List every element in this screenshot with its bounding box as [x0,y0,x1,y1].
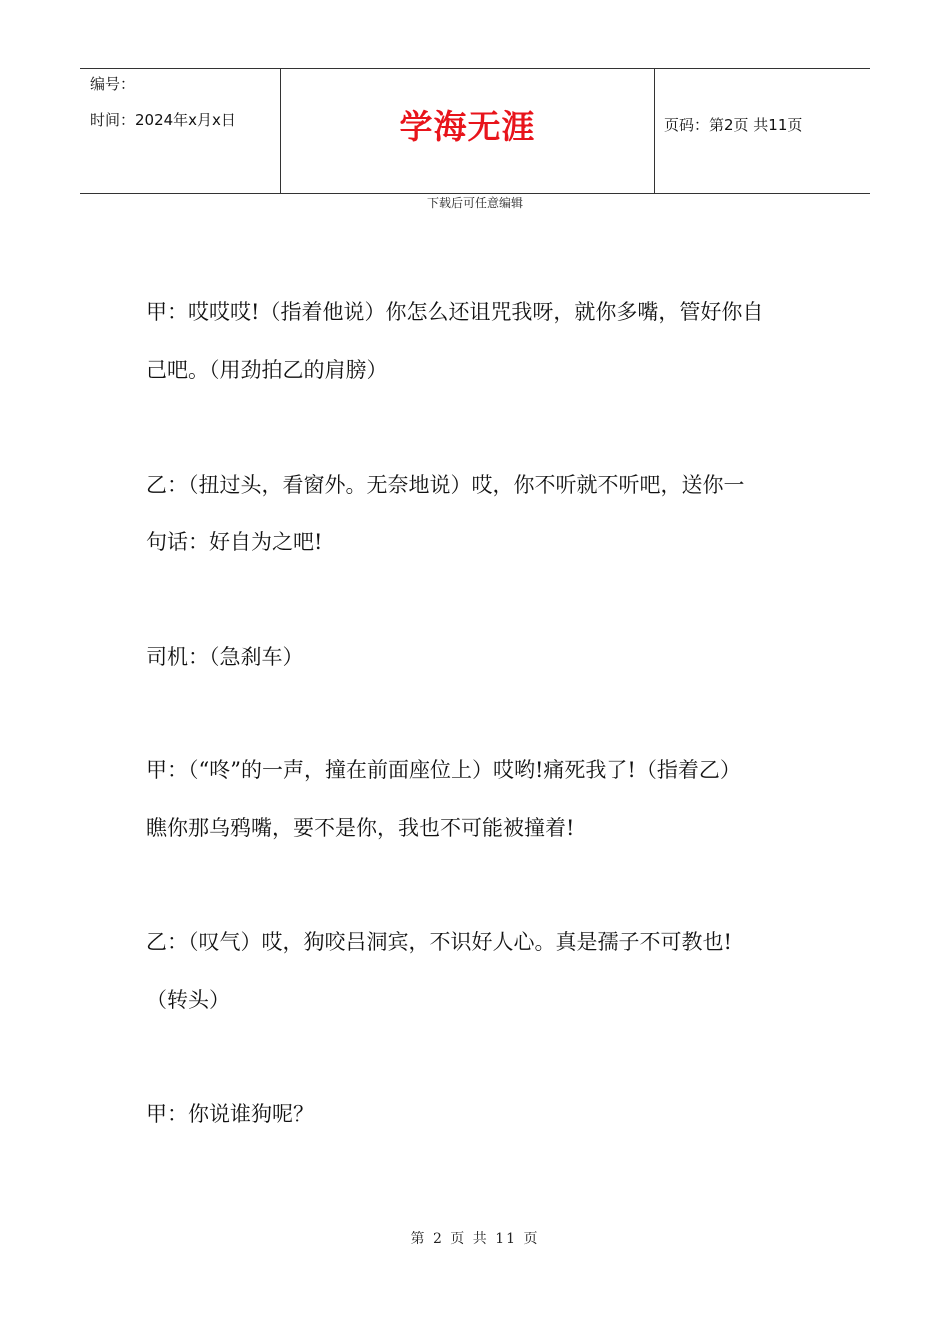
script-line: 甲：（“咚”的一声，撞在前面座位上）哎哟!痛死我了!（指着乙） [146,758,741,782]
header-table [80,68,870,194]
script-line: 句话：好自为之吧! [146,530,323,554]
document-time-label: 时间：2024年x月x日 [90,111,236,129]
script-line: 瞧你那乌鸦嘴，要不是你，我也不可能被撞着! [146,816,575,840]
script-line: 乙：（扭过头，看窗外。无奈地说）哎，你不听就不听吧，送你一 [146,473,745,497]
page-info: 页码：第2页 共11页 [664,116,803,134]
document-title: 学海无涯 [399,107,536,146]
header-divider-right [654,69,655,193]
edit-note: 下载后可任意编辑 [426,196,523,210]
page-footer: 第 2 页 共 11 页 [410,1231,540,1247]
script-line: 甲：你说谁狗呢？ [146,1102,314,1126]
script-line: 乙：（叹气）哎，狗咬吕洞宾，不识好人心。真是孺子不可教也! [146,930,732,954]
script-line: 司机：（急刹车） [146,645,304,669]
script-line: 己吧。（用劲拍乙的肩膀） [146,358,388,382]
script-line: 甲：哎哎哎!（指着他说）你怎么还诅咒我呀，就你多嘴，管好你自 [146,300,764,324]
document-number-label: 编号： [90,75,136,93]
script-line: （转头） [146,988,230,1012]
